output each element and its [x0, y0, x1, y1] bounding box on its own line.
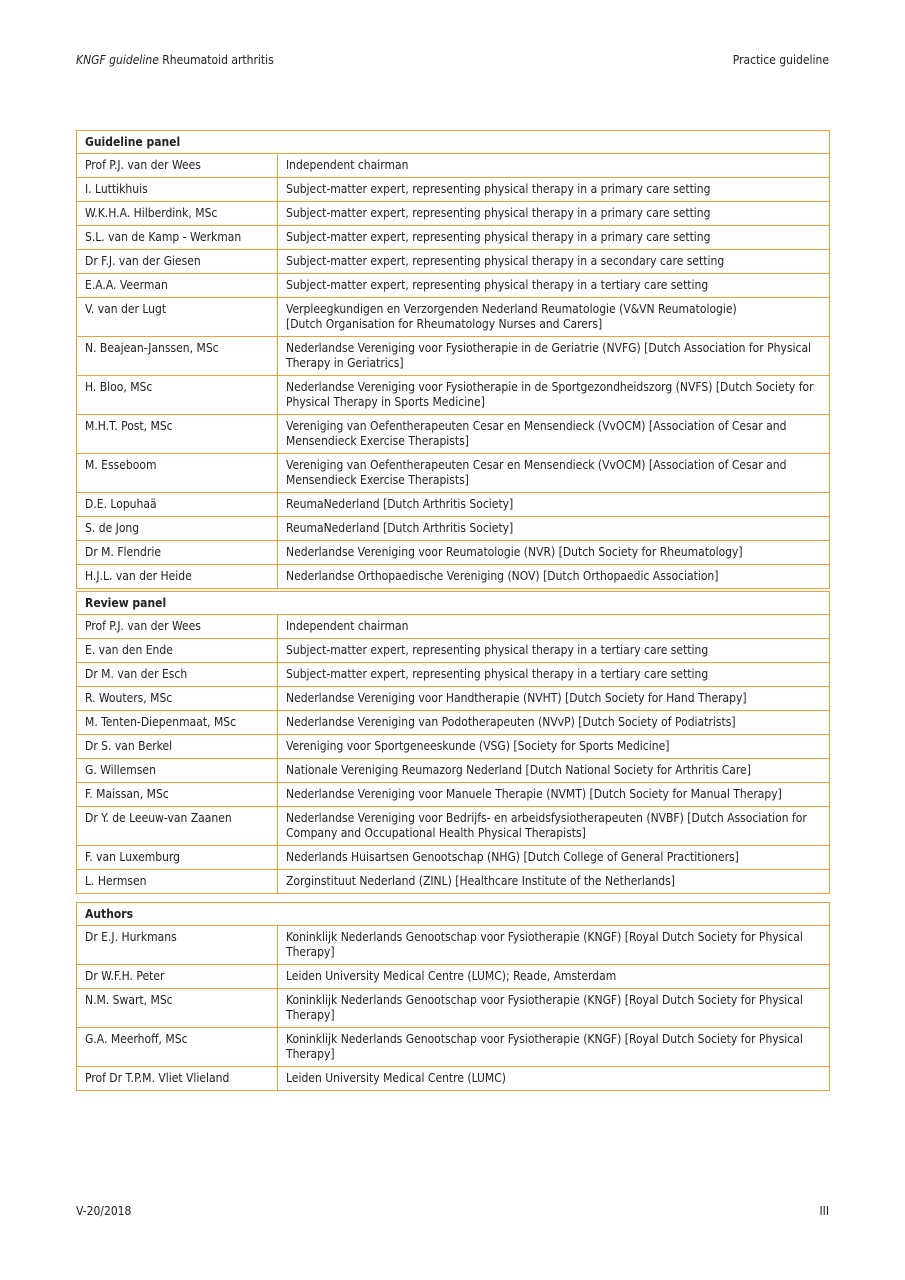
member-name: W.K.H.A. Hilberdink, MSc [77, 202, 278, 226]
member-name: H. Bloo, MSc [77, 376, 278, 415]
page-header [76, 53, 829, 67]
page-footer [76, 1204, 829, 1218]
table-row [77, 337, 830, 376]
member-role: ReumaNederland [Dutch Arthritis Society] [278, 493, 830, 517]
table-title: Authors [77, 903, 830, 926]
member-role: Nederlandse Vereniging voor Handtherapie (NVHT) [Dutch Society for Hand Therapy] [278, 687, 830, 711]
member-name: N. Beajean-Janssen, MSc [77, 337, 278, 376]
member-name: F. Maissan, MSc [77, 783, 278, 807]
member-name: S. de Jong [77, 517, 278, 541]
authors-table [76, 902, 830, 1091]
member-role: Nederlandse Vereniging voor Fysiotherapie in de Geriatrie (NVFG) [Dutch Association for Physical Therapy in Geriatrics] [278, 337, 830, 376]
member-name: D.E. Lopuhaä [77, 493, 278, 517]
table-row [77, 735, 830, 759]
member-role: Nederlands Huisartsen Genootschap (NHG) [Dutch College of General Practitioners] [278, 846, 830, 870]
member-role-line: Verpleegkundigen en Verzorgenden Nederland Reumatologie (V&VN Reumatologie) [286, 302, 737, 316]
member-role: Koninklijk Nederlands Genootschap voor Fysiotherapie (KNGF) [Royal Dutch Society for Physical Therapy] [278, 926, 830, 965]
member-name: M. Esseboom [77, 454, 278, 493]
member-role: Independent chairman [278, 615, 830, 639]
member-role: Subject-matter expert, representing physical therapy in a tertiary care setting [278, 639, 830, 663]
member-name: E. van den Ende [77, 639, 278, 663]
member-role: Koninklijk Nederlands Genootschap voor Fysiotherapie (KNGF) [Royal Dutch Society for Physical Therapy] [278, 1028, 830, 1067]
member-role: Vereniging van Oefentherapeuten Cesar en Mensendieck (VvOCM) [Association of Cesar and Mensendieck Exercise Therapists] [278, 454, 830, 493]
member-name: L. Hermsen [77, 870, 278, 894]
table-row [77, 1067, 830, 1091]
table-row [77, 615, 830, 639]
table-row [77, 1028, 830, 1067]
member-name: M.H.T. Post, MSc [77, 415, 278, 454]
member-name: Dr S. van Berkel [77, 735, 278, 759]
table-row [77, 274, 830, 298]
member-role: Subject-matter expert, representing physical therapy in a tertiary care setting [278, 274, 830, 298]
member-name: E.A.A. Veerman [77, 274, 278, 298]
member-role: Nederlandse Orthopaedische Vereniging (NOV) [Dutch Orthopaedic Association] [278, 565, 830, 589]
table-row [77, 965, 830, 989]
member-role: Independent chairman [278, 154, 830, 178]
member-name: Dr M. Flendrie [77, 541, 278, 565]
member-role: ReumaNederland [Dutch Arthritis Society] [278, 517, 830, 541]
member-name: G.A. Meerhoff, MSc [77, 1028, 278, 1067]
table-row [77, 663, 830, 687]
member-role: Zorginstituut Nederland (ZINL) [Healthcare Institute of the Netherlands] [278, 870, 830, 894]
member-role: Subject-matter expert, representing physical therapy in a primary care setting [278, 226, 830, 250]
table-row [77, 565, 830, 589]
table-row [77, 926, 830, 965]
document-title [76, 53, 274, 67]
member-name: R. Wouters, MSc [77, 687, 278, 711]
member-name: Dr W.F.H. Peter [77, 965, 278, 989]
member-role: Koninklijk Nederlands Genootschap voor Fysiotherapie (KNGF) [Royal Dutch Society for Physical Therapy] [278, 989, 830, 1028]
member-role: Subject-matter expert, representing physical therapy in a primary care setting [278, 178, 830, 202]
table-row [77, 846, 830, 870]
table-title: Guideline panel [77, 131, 830, 154]
member-name: Prof P.J. van der Wees [77, 615, 278, 639]
table-row [77, 807, 830, 846]
member-name: F. van Luxemburg [77, 846, 278, 870]
table-row [77, 759, 830, 783]
table-row [77, 541, 830, 565]
table-row [77, 250, 830, 274]
member-name: N.M. Swart, MSc [77, 989, 278, 1028]
member-role: Nederlandse Vereniging voor Bedrijfs- en arbeidsfysiotherapeuten (NVBF) [Dutch Association for Company and Occupational Health Physical Therapists] [278, 807, 830, 846]
member-role: Nationale Vereniging Reumazorg Nederland [Dutch National Society for Arthritis Care] [278, 759, 830, 783]
member-name: Dr E.J. Hurkmans [77, 926, 278, 965]
member-name: G. Willemsen [77, 759, 278, 783]
table-row [77, 493, 830, 517]
guideline-panel-table [76, 130, 830, 589]
member-role: Subject-matter expert, representing physical therapy in a secondary care setting [278, 250, 830, 274]
member-role: Subject-matter expert, representing physical therapy in a primary care setting [278, 202, 830, 226]
table-row [77, 687, 830, 711]
table-row [77, 711, 830, 735]
member-role [278, 298, 830, 337]
member-name: Dr Y. de Leeuw-van Zaanen [77, 807, 278, 846]
member-name: Prof Dr T.P.M. Vliet Vlieland [77, 1067, 278, 1091]
member-name: S.L. van de Kamp - Werkman [77, 226, 278, 250]
member-role: Nederlandse Vereniging voor Fysiotherapie in de Sportgezondheidszorg (NVFS) [Dutch Society for Physical Therapy in Sports Medicine] [278, 376, 830, 415]
table-row [77, 226, 830, 250]
table-row [77, 870, 830, 894]
table-row [77, 202, 830, 226]
member-role: Nederlandse Vereniging van Podotherapeuten (NVvP) [Dutch Society of Podiatrists] [278, 711, 830, 735]
document-title-italic: KNGF guideline [76, 53, 159, 67]
table-row [77, 517, 830, 541]
document-title-rest: Rheumatoid arthritis [158, 53, 274, 67]
member-name: Prof P.J. van der Wees [77, 154, 278, 178]
page-number: III [819, 1204, 829, 1218]
table-row [77, 178, 830, 202]
version-label: V-20/2018 [76, 1204, 132, 1218]
member-role-line: [Dutch Organisation for Rheumatology Nurses and Carers] [286, 317, 603, 331]
member-role: Vereniging voor Sportgeneeskunde (VSG) [Society for Sports Medicine] [278, 735, 830, 759]
member-role: Nederlandse Vereniging voor Manuele Therapie (NVMT) [Dutch Society for Manual Therapy] [278, 783, 830, 807]
table-title: Review panel [77, 592, 830, 615]
member-name: H.J.L. van der Heide [77, 565, 278, 589]
member-name: Dr M. van der Esch [77, 663, 278, 687]
document-type: Practice guideline [732, 53, 829, 67]
table-row [77, 989, 830, 1028]
member-role: Leiden University Medical Centre (LUMC); Reade, Amsterdam [278, 965, 830, 989]
member-role: Subject-matter expert, representing physical therapy in a tertiary care setting [278, 663, 830, 687]
table-row [77, 783, 830, 807]
member-role: Vereniging van Oefentherapeuten Cesar en Mensendieck (VvOCM) [Association of Cesar and Mensendieck Exercise Therapists] [278, 415, 830, 454]
table-row [77, 376, 830, 415]
member-name: I. Luttikhuis [77, 178, 278, 202]
member-name: Dr F.J. van der Giesen [77, 250, 278, 274]
table-row [77, 415, 830, 454]
table-row [77, 639, 830, 663]
member-name: M. Tenten-Diepenmaat, MSc [77, 711, 278, 735]
member-role: Nederlandse Vereniging voor Reumatologie (NVR) [Dutch Society for Rheumatology] [278, 541, 830, 565]
table-row [77, 298, 830, 337]
table-row [77, 154, 830, 178]
review-panel-table [76, 591, 830, 894]
table-row [77, 454, 830, 493]
member-role: Leiden University Medical Centre (LUMC) [278, 1067, 830, 1091]
member-name: V. van der Lugt [77, 298, 278, 337]
